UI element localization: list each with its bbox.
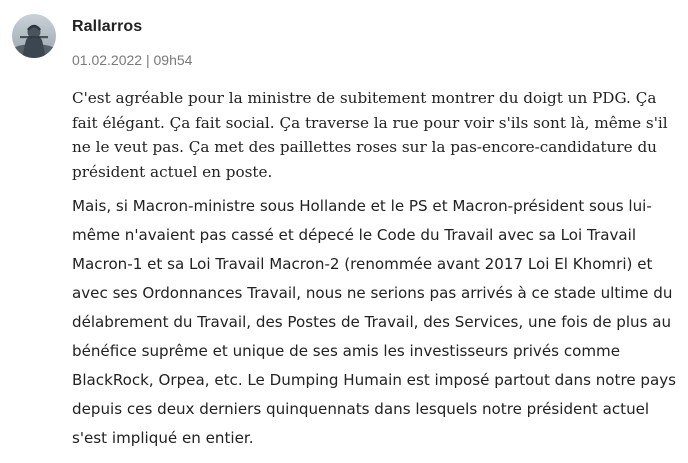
comment-meta: [72, 52, 192, 68]
author-name[interactable]: Rallarros: [72, 18, 143, 35]
comment-date: 01.02.2022: [72, 52, 143, 68]
comment-paragraph-1: C'est agréable pour la ministre de subitement montrer du doigt un PDG. Ça fait élégant. Ça fait social. Ça traverse la rue pour voir s'ils sont là, même s'il ne le veut pas. Ça met des paillettes roses sur la pas-encore-candidature du président actuel en poste.: [72, 89, 668, 181]
comment-time: 09h54: [153, 52, 193, 68]
comment-paragraph-2: Mais, si Macron-ministre sous Hollande et le PS et Macron-président sous lui-même n'avaient pas cassé et dépecé le Code du Travail avec sa Loi Travail Macron-1 et sa Loi Travail Macron-2 (renommée avant 2017 Loi El Khomri) et avec ses Ordonnances Travail, nous ne serions pas arrivés à ce stade ultime du délabrement du Travail, des Postes de Travail, des Services, une fois de plus au bénéfice suprême et unique de ses amis les investisseurs privés comme BlackRock, Orpea, etc. Le Dumping Humain est imposé partout dans notre pays depuis ces deux derniers quinquennats dans lesquels notre président actuel s'est impliqué en entier.: [72, 197, 677, 447]
comment-body: [72, 86, 678, 453]
person-avatar-icon[interactable]: [12, 14, 56, 58]
meta-separator: |: [145, 52, 150, 68]
